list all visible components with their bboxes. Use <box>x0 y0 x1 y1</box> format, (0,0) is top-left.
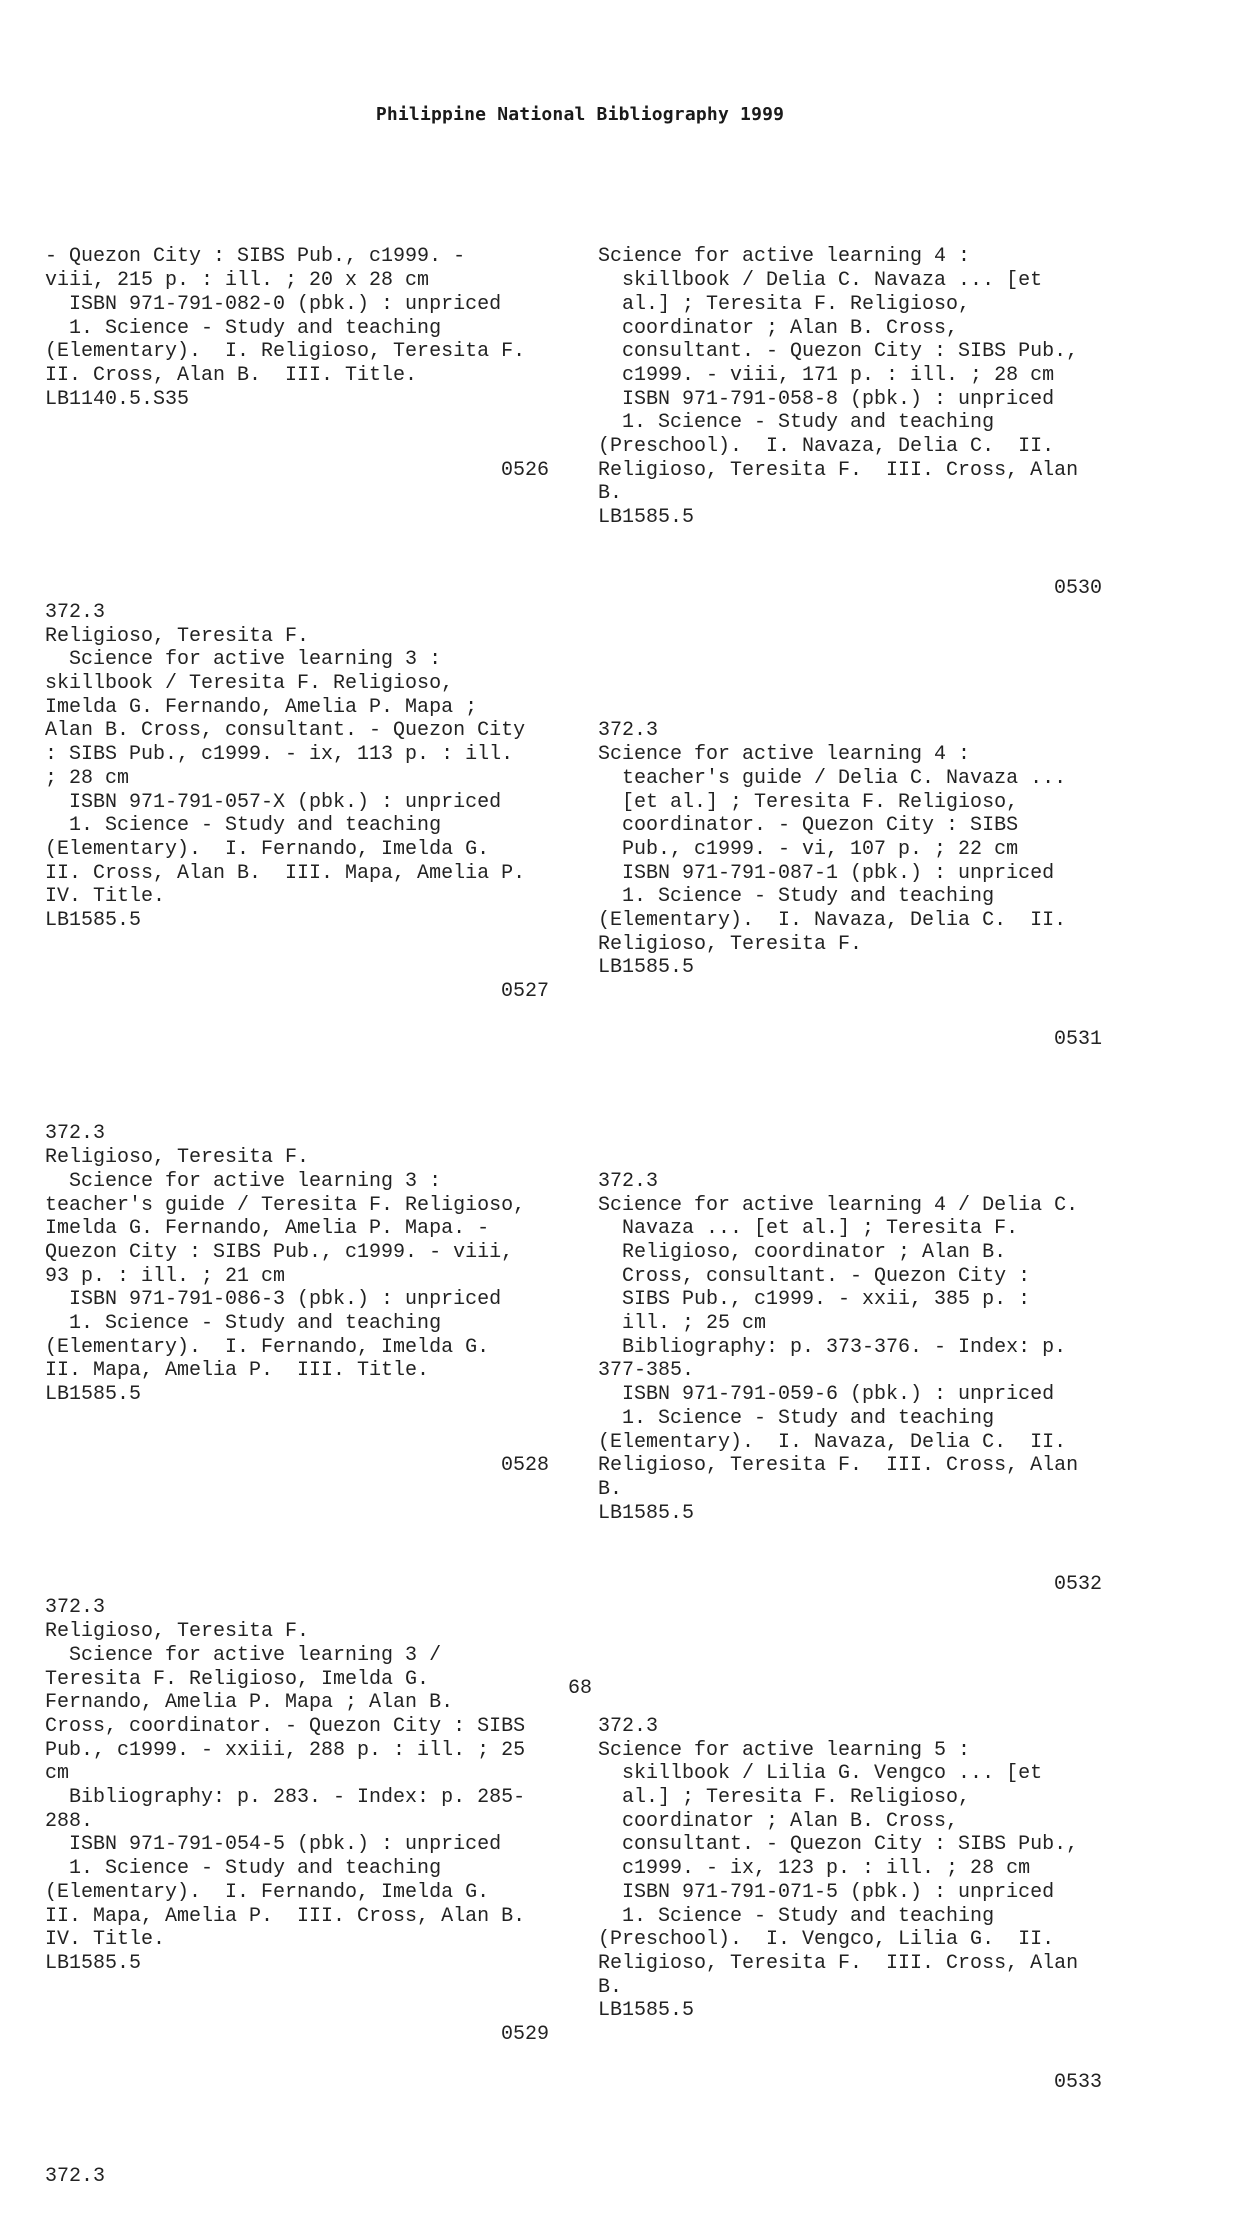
entry-0528-text: 372.3 Religioso, Teresita F. Science for active learning 3 : teacher's guide / Teresita F. Religioso, Imelda G. Fernando, Amelia P. Mapa. - Quezon City : SIBS Pub., c1999. - viii, 93 p. : ill. ; 21 cm ISBN 971-791-086-3 (pbk.) : unpriced 1. Science - Study and teaching (Elementary). I. Fernando, Imelda G. II. Mapa, Amelia P. III. Title. LB1585.5 <box>45 1122 526 1407</box>
entry-0531-accession-number: 0531 <box>1053 1027 1102 1051</box>
entry-0526-text: - Quezon City : SIBS Pub., c1999. - viii, 215 p. : ill. ; 20 x 28 cm ISBN 971-791-082-0 (pbk.) : unpriced 1. Science - Study and teaching (Elementary). I. Religioso, Teresita F. II. Cross, Alan B. III. Title. LB1140.5.S35 <box>45 245 526 411</box>
entry-0530-accession-number: 0530 <box>1053 577 1102 601</box>
entry-0530-text: Science for active learning 4 : skillbook / Delia C. Navaza ... [et al.] ; Teresita F. Religioso, coordinator ; Alan B. Cross, consultant. - Quezon City : SIBS Pub., c1999. - viii, 171 p. : ill. ; 28 cm ISBN 971-791-058-8 (pbk.) : unpriced 1. Science - Study and teaching (Preschool). I. Navaza, Delia C. II. Religioso, Teresita F. III. Cross, Alan B. LB1585.5 <box>598 245 1079 530</box>
entry-0533-accession-number: 0533 <box>1053 2070 1102 2094</box>
entry-0527-text: 372.3 Religioso, Teresita F. Science for active learning 3 : skillbook / Teresita F. Religioso, Imelda G. Fernando, Amelia P. Mapa ; Alan B. Cross, consultant. - Quezon City : SIBS Pub., c1999. - ix, 113 p. : ill. ; 28 cm ISBN 971-791-057-X (pbk.) : unpriced 1. Science - Study and teaching (Elementary). I. Fernando, Imelda G. II. Cross, Alan B. III. Mapa, Amelia P. IV. Title. LB1585.5 <box>45 600 526 933</box>
entry-0532-text: 372.3 Science for active learning 4 / Delia C. Navaza ... [et al.] ; Teresita F. Religioso, coordinator ; Alan B. Cross, consultant. - Quezon City : SIBS Pub., c1999. - xxii, 385 p. : ill. ; 25 cm Bibliography: p. 373-376. - Index: p. 377-385. ISBN 971-791-059-6 (pbk.) : unpriced 1. Science - Study and teaching (Elementary). I. Navaza, Delia C. II. Religioso, Teresita F. III. Cross, Alan B. LB1585.5 <box>598 1169 1079 1525</box>
left-column <box>45 198 555 2236</box>
entry-0533-text: 372.3 Science for active learning 5 : skillbook / Lilia G. Vengco ... [et al.] ; Teresita F. Religioso, coordinator ; Alan B. Cross, consultant. - Quezon City : SIBS Pub., c1999. - ix, 123 p. : ill. ; 28 cm ISBN 971-791-071-5 (pbk.) : unpriced 1. Science - Study and teaching (Preschool). I. Vengco, Lilia G. II. Religioso, Teresita F. III. Cross, Alan B. LB1585.5 <box>598 1714 1079 2023</box>
entry-0528-accession-number: 0528 <box>500 1454 549 1478</box>
entry-0531-text: 372.3 Science for active learning 4 : teacher's guide / Delia C. Navaza ... [et al.] ; Teresita F. Religioso, coordinator. - Quezon City : SIBS Pub., c1999. - vi, 107 p. ; 22 cm ISBN 971-791-087-1 (pbk.) : unpriced 1. Science - Study and teaching (Elementary). I. Navaza, Delia C. II. Religioso, Teresita F. LB1585.5 <box>598 719 1067 980</box>
trailing-classification: 372.3 <box>45 2165 106 2189</box>
page-title: Philippine National Bibliography 1999 <box>375 104 785 125</box>
entry-0527-accession-number: 0527 <box>500 980 549 1004</box>
entry-0532-accession-number: 0532 <box>1053 1572 1102 1596</box>
entry-0526-accession-number: 0526 <box>500 458 549 482</box>
entry-0529-accession-number: 0529 <box>500 2023 549 2047</box>
right-column <box>598 198 1108 2142</box>
page-number: 68 <box>567 1677 592 1700</box>
entry-0529-text: 372.3 Religioso, Teresita F. Science for active learning 3 / Teresita F. Religioso, Imelda G. Fernando, Amelia P. Mapa ; Alan B. Cross, coordinator. - Quezon City : SIBS Pub., c1999. - xxiii, 288 p. : ill. ; 25 cm Bibliography: p. 283. - Index: p. 285- 288. ISBN 971-791-054-5 (pbk.) : unpriced 1. Science - Study and teaching (Elementary). I. Fernando, Imelda G. II. Mapa, Amelia P. III. Cross, Alan B. IV. Title. LB1585.5 <box>45 1596 526 1975</box>
